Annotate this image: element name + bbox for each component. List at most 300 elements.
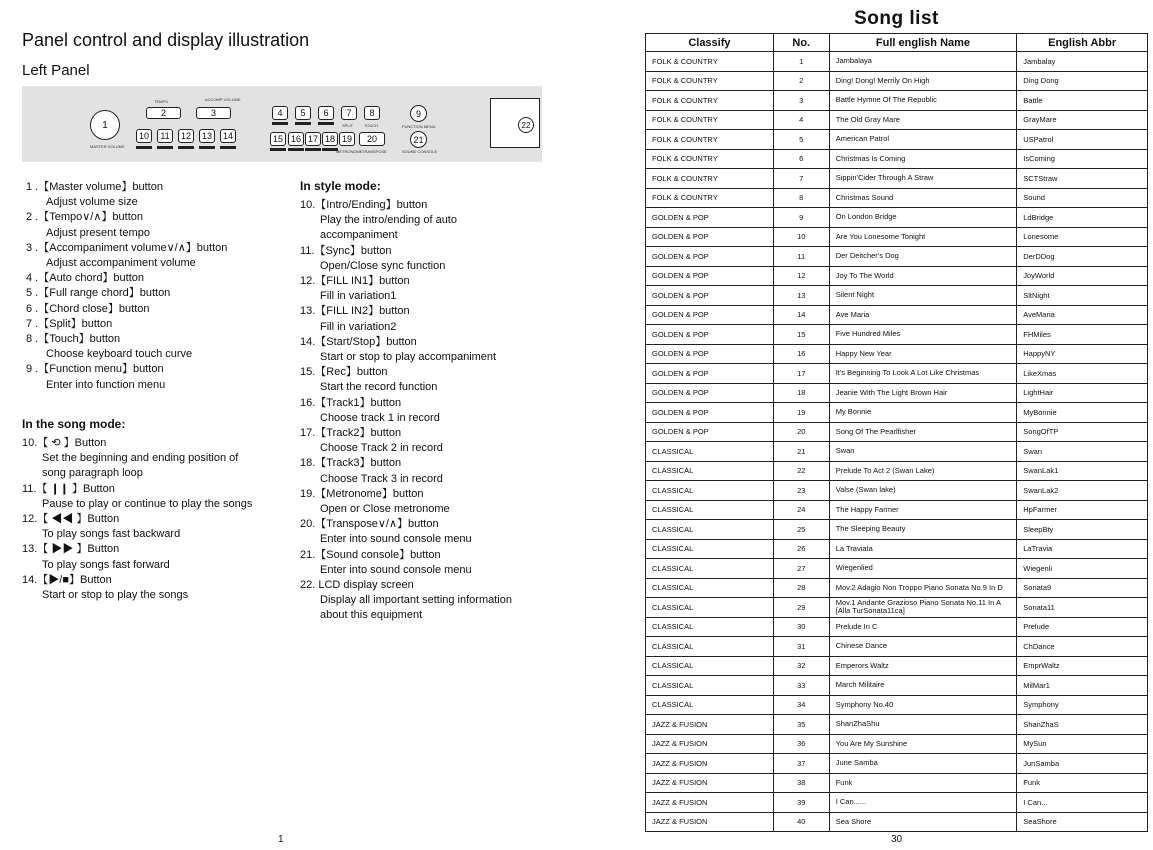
table-row bbox=[646, 481, 1148, 501]
number-cell: 19 bbox=[773, 403, 829, 423]
style-mode-item-desc: Start the record function bbox=[320, 381, 438, 394]
table-row bbox=[646, 637, 1148, 657]
classify-cell: JAZZ & FUSION bbox=[646, 793, 774, 813]
classify-cell: FOLK & COUNTRY bbox=[646, 188, 774, 208]
classify-cell: FOLK & COUNTRY bbox=[646, 149, 774, 169]
full-name-cell: Jeanie With The Light Brown Hair bbox=[829, 383, 1017, 403]
left-page bbox=[0, 0, 560, 850]
control-item-title: 2 .【Tempo∨/∧】button bbox=[26, 211, 143, 224]
number-cell: 9 bbox=[773, 208, 829, 228]
classify-cell: FOLK & COUNTRY bbox=[646, 130, 774, 150]
table-row bbox=[646, 305, 1148, 325]
abbr-cell: FHMiles bbox=[1017, 325, 1148, 345]
table-row bbox=[646, 403, 1148, 423]
abbr-cell: Symphony bbox=[1017, 695, 1148, 715]
classify-cell: JAZZ & FUSION bbox=[646, 715, 774, 735]
abbr-cell: Funk bbox=[1017, 773, 1148, 793]
table-row bbox=[646, 734, 1148, 754]
style-mode-item-desc: Fill in variation1 bbox=[320, 290, 397, 303]
control-item-title: 1 .【Master volume】button bbox=[26, 181, 163, 193]
full-name-cell: Symphony No.40 bbox=[829, 695, 1017, 715]
split-label: SPLIT bbox=[342, 123, 354, 128]
style-mode-item-title: 15.【Rec】button bbox=[300, 366, 388, 379]
number-cell: 14 bbox=[773, 305, 829, 325]
lcd-number: 22 bbox=[518, 117, 534, 133]
column-header: Full english Name bbox=[829, 34, 1017, 52]
table-row bbox=[646, 169, 1148, 189]
number-cell: 39 bbox=[773, 793, 829, 813]
number-cell: 34 bbox=[773, 695, 829, 715]
classify-cell: GOLDEN & POP bbox=[646, 208, 774, 228]
style-mode-item-desc: Choose Track 2 in record bbox=[320, 442, 443, 455]
abbr-cell: EmprWaltz bbox=[1017, 656, 1148, 676]
table-row bbox=[646, 71, 1148, 91]
classify-cell: GOLDEN & POP bbox=[646, 247, 774, 267]
number-cell: 21 bbox=[773, 442, 829, 462]
table-row bbox=[646, 286, 1148, 306]
full-name-cell: Sea Shore bbox=[829, 812, 1017, 832]
number-cell: 30 bbox=[773, 617, 829, 637]
table-row bbox=[646, 715, 1148, 735]
classify-cell: JAZZ & FUSION bbox=[646, 773, 774, 793]
button-14: 14 bbox=[220, 129, 236, 143]
button-13: 13 bbox=[199, 129, 215, 143]
classify-cell: CLASSICAL bbox=[646, 617, 774, 637]
classify-cell: GOLDEN & POP bbox=[646, 286, 774, 306]
abbr-cell: Sound bbox=[1017, 188, 1148, 208]
style-mode-heading: In style mode: bbox=[300, 179, 381, 193]
full-name-cell: Jambalaya bbox=[829, 52, 1017, 72]
classify-cell: GOLDEN & POP bbox=[646, 305, 774, 325]
accomp-volume-button: 3 bbox=[196, 107, 231, 119]
button-5: 5 bbox=[295, 106, 311, 120]
classify-cell: GOLDEN & POP bbox=[646, 422, 774, 442]
full-name-cell: My Bonnie bbox=[829, 403, 1017, 423]
column-header: No. bbox=[773, 34, 829, 52]
metronome-label: METRONOME bbox=[336, 149, 363, 154]
number-cell: 25 bbox=[773, 520, 829, 540]
table-row bbox=[646, 559, 1148, 579]
table-row bbox=[646, 676, 1148, 696]
abbr-cell: SongOfTP bbox=[1017, 422, 1148, 442]
style-mode-item-desc: Open or Close metronome bbox=[320, 503, 450, 516]
full-name-cell: Wiegenlied bbox=[829, 559, 1017, 579]
full-name-cell: Song Of The Pearlfisher bbox=[829, 422, 1017, 442]
control-item-title: 3 .【Accompaniment volume∨/∧】button bbox=[26, 241, 228, 254]
style-mode-item-title: 13.【FILL IN2】button bbox=[300, 305, 410, 318]
classify-cell: JAZZ & FUSION bbox=[646, 754, 774, 774]
page-subheading: Left Panel bbox=[22, 62, 90, 79]
full-name-cell: ShanZhaShu bbox=[829, 715, 1017, 735]
button-16: 16 bbox=[288, 132, 304, 146]
abbr-cell: Wiegenli bbox=[1017, 559, 1148, 579]
full-name-cell: Prelude To Act 2 (Swan Lake) bbox=[829, 461, 1017, 481]
number-cell: 10 bbox=[773, 227, 829, 247]
sound-console-knob: 21 bbox=[410, 131, 427, 148]
number-cell: 20 bbox=[773, 422, 829, 442]
classify-cell: CLASSICAL bbox=[646, 695, 774, 715]
full-name-cell: Valse (Swan lake) bbox=[829, 481, 1017, 501]
abbr-cell: Battle bbox=[1017, 91, 1148, 111]
classify-cell: GOLDEN & POP bbox=[646, 383, 774, 403]
table-row bbox=[646, 91, 1148, 111]
abbr-cell: SltNight bbox=[1017, 286, 1148, 306]
style-mode-item-title: 12.【FILL IN1】button bbox=[300, 275, 410, 288]
abbr-cell: SCTStraw bbox=[1017, 169, 1148, 189]
abbr-cell: USPatrol bbox=[1017, 130, 1148, 150]
style-mode-item-desc: Display all important setting information about this equipment bbox=[320, 594, 512, 622]
number-cell: 18 bbox=[773, 383, 829, 403]
song-mode-item-desc: To play songs fast backward bbox=[42, 528, 181, 541]
classify-cell: CLASSICAL bbox=[646, 578, 774, 598]
full-name-cell: Joy To The World bbox=[829, 266, 1017, 286]
button-6: 6 bbox=[318, 106, 334, 120]
table-row bbox=[646, 325, 1148, 345]
full-name-cell: Are You Lonesome Tonight bbox=[829, 227, 1017, 247]
master-volume-knob: 1 bbox=[90, 110, 120, 140]
classify-cell: CLASSICAL bbox=[646, 539, 774, 559]
number-cell: 1 bbox=[773, 52, 829, 72]
button-10: 10 bbox=[136, 129, 152, 143]
abbr-cell: MilMar1 bbox=[1017, 676, 1148, 696]
abbr-cell: Lonesome bbox=[1017, 227, 1148, 247]
song-list-title: Song list bbox=[854, 8, 939, 29]
style-mode-item-desc: Enter into sound console menu bbox=[320, 563, 472, 576]
control-item-desc: Adjust present tempo bbox=[46, 226, 150, 239]
number-cell: 29 bbox=[773, 598, 829, 618]
classify-cell: FOLK & COUNTRY bbox=[646, 91, 774, 111]
transpose-button: 20 bbox=[359, 132, 385, 146]
button-15: 15 bbox=[270, 132, 286, 146]
full-name-cell: Funk bbox=[829, 773, 1017, 793]
style-mode-item-title: 22. LCD display screen bbox=[300, 579, 414, 592]
style-mode-item-title: 16.【Track1】button bbox=[300, 396, 402, 409]
abbr-cell: LikeXmas bbox=[1017, 364, 1148, 384]
table-row bbox=[646, 598, 1148, 618]
control-item-title: 8 .【Touch】button bbox=[26, 333, 121, 346]
table-row bbox=[646, 364, 1148, 384]
classify-cell: FOLK & COUNTRY bbox=[646, 52, 774, 72]
control-item-desc: Adjust volume size bbox=[46, 196, 138, 209]
song-mode-heading: In the song mode: bbox=[22, 417, 126, 431]
classify-cell: GOLDEN & POP bbox=[646, 227, 774, 247]
page-number: 30 bbox=[891, 834, 903, 845]
number-cell: 8 bbox=[773, 188, 829, 208]
control-item-title: 4 .【Auto chord】button bbox=[26, 272, 145, 285]
full-name-cell: Mov.2 Adagio Non Troppo Piano Sonata No.9 In D bbox=[829, 578, 1017, 598]
classify-cell: CLASSICAL bbox=[646, 461, 774, 481]
number-cell: 28 bbox=[773, 578, 829, 598]
style-mode-item-title: 20.【Transpose∨/∧】button bbox=[300, 518, 439, 531]
song-mode-item-desc: To play songs fast forward bbox=[42, 558, 170, 571]
classify-cell: CLASSICAL bbox=[646, 676, 774, 696]
style-mode-item-desc: Play the intro/ending of auto accompaniment bbox=[320, 214, 457, 242]
abbr-cell: MySun bbox=[1017, 734, 1148, 754]
number-cell: 37 bbox=[773, 754, 829, 774]
full-name-cell: June Samba bbox=[829, 754, 1017, 774]
table-row bbox=[646, 247, 1148, 267]
table-row bbox=[646, 52, 1148, 72]
full-name-cell: Happy New Year bbox=[829, 344, 1017, 364]
full-name-cell: March Militaire bbox=[829, 676, 1017, 696]
style-mode-item-title: 11.【Sync】button bbox=[300, 244, 392, 257]
style-mode-item-desc: Fill in variation2 bbox=[320, 320, 397, 333]
controls-list bbox=[26, 180, 291, 393]
table-row bbox=[646, 500, 1148, 520]
abbr-cell: Sonata11 bbox=[1017, 598, 1148, 618]
full-name-cell: Battle Hymne Of The Republic bbox=[829, 91, 1017, 111]
table-row bbox=[646, 812, 1148, 832]
abbr-cell: HappyNY bbox=[1017, 344, 1148, 364]
button-11: 11 bbox=[157, 129, 173, 143]
button-4: 4 bbox=[272, 106, 288, 120]
style-mode-item-title: 17.【Track2】button bbox=[300, 427, 402, 440]
number-cell: 3 bbox=[773, 91, 829, 111]
classify-cell: JAZZ & FUSION bbox=[646, 812, 774, 832]
full-name-cell: I Can...... bbox=[829, 793, 1017, 813]
full-name-cell: On London Bridge bbox=[829, 208, 1017, 228]
number-cell: 33 bbox=[773, 676, 829, 696]
full-name-cell: Prelude In C bbox=[829, 617, 1017, 637]
abbr-cell: JunSamba bbox=[1017, 754, 1148, 774]
style-mode-item-title: 18.【Track3】button bbox=[300, 457, 402, 470]
full-name-cell: Swan bbox=[829, 442, 1017, 462]
style-mode-item-title: 10.【Intro/Ending】button bbox=[300, 199, 428, 211]
classify-cell: FOLK & COUNTRY bbox=[646, 169, 774, 189]
classify-cell: GOLDEN & POP bbox=[646, 403, 774, 423]
number-cell: 6 bbox=[773, 149, 829, 169]
table-row bbox=[646, 539, 1148, 559]
table-row bbox=[646, 656, 1148, 676]
abbr-cell: LaTravia bbox=[1017, 539, 1148, 559]
table-row bbox=[646, 754, 1148, 774]
abbr-cell: I Can... bbox=[1017, 793, 1148, 813]
classify-cell: GOLDEN & POP bbox=[646, 266, 774, 286]
button-17: 17 bbox=[305, 132, 321, 146]
classify-cell: CLASSICAL bbox=[646, 481, 774, 501]
button-19: 19 bbox=[339, 132, 355, 146]
page-number: 1 bbox=[278, 834, 284, 845]
control-item-desc: Adjust accompaniment volume bbox=[46, 257, 196, 270]
classify-cell: CLASSICAL bbox=[646, 559, 774, 579]
table-row bbox=[646, 773, 1148, 793]
classify-cell: GOLDEN & POP bbox=[646, 344, 774, 364]
table-row bbox=[646, 793, 1148, 813]
abbr-cell: AveMaria bbox=[1017, 305, 1148, 325]
table-row bbox=[646, 422, 1148, 442]
control-item-title: 7 .【Split】button bbox=[26, 317, 113, 330]
table-header-row bbox=[646, 34, 1148, 52]
classify-cell: CLASSICAL bbox=[646, 500, 774, 520]
left-panel-illustration bbox=[22, 86, 542, 162]
table-row bbox=[646, 695, 1148, 715]
number-cell: 17 bbox=[773, 364, 829, 384]
abbr-cell: Sonata9 bbox=[1017, 578, 1148, 598]
song-mode-item-title: 11.【 ❙❙ 】Button bbox=[22, 482, 115, 495]
full-name-cell: Christmas Sound bbox=[829, 188, 1017, 208]
number-cell: 12 bbox=[773, 266, 829, 286]
full-name-cell: Sippin'Cider Through A Straw bbox=[829, 169, 1017, 189]
style-mode-list bbox=[300, 178, 555, 624]
number-cell: 24 bbox=[773, 500, 829, 520]
abbr-cell: SleepBty bbox=[1017, 520, 1148, 540]
classify-cell: CLASSICAL bbox=[646, 656, 774, 676]
classify-cell: GOLDEN & POP bbox=[646, 325, 774, 345]
table-row bbox=[646, 130, 1148, 150]
style-mode-item-title: 14.【Start/Stop】button bbox=[300, 335, 417, 348]
control-item-title: 5 .【Full range chord】button bbox=[26, 287, 171, 300]
table-row bbox=[646, 442, 1148, 462]
song-mode-list bbox=[22, 416, 287, 603]
style-mode-item-title: 21.【Sound console】button bbox=[300, 548, 441, 561]
abbr-cell: Ding Dong bbox=[1017, 71, 1148, 91]
classify-cell: CLASSICAL bbox=[646, 442, 774, 462]
full-name-cell: La Traviata bbox=[829, 539, 1017, 559]
abbr-cell: HpFarmer bbox=[1017, 500, 1148, 520]
abbr-cell: SeaShore bbox=[1017, 812, 1148, 832]
lcd-screen bbox=[490, 98, 540, 148]
number-cell: 4 bbox=[773, 110, 829, 130]
song-mode-item-desc: Start or stop to play the songs bbox=[42, 589, 189, 602]
song-mode-item-title: 10.【 ⟲ 】Button bbox=[22, 437, 107, 449]
function-menu-label: FUNCTION MENU bbox=[402, 124, 436, 129]
full-name-cell: Chinese Dance bbox=[829, 637, 1017, 657]
full-name-cell: Silent Night bbox=[829, 286, 1017, 306]
table-row bbox=[646, 461, 1148, 481]
full-name-cell: Ave Maria bbox=[829, 305, 1017, 325]
abbr-cell: GrayMare bbox=[1017, 110, 1148, 130]
abbr-cell: SwanLak1 bbox=[1017, 461, 1148, 481]
table-row bbox=[646, 208, 1148, 228]
song-mode-item-desc: Pause to play or continue to play the songs bbox=[42, 497, 253, 510]
table-row bbox=[646, 520, 1148, 540]
number-cell: 5 bbox=[773, 130, 829, 150]
number-cell: 31 bbox=[773, 637, 829, 657]
abbr-cell: JoyWorld bbox=[1017, 266, 1148, 286]
number-cell: 27 bbox=[773, 559, 829, 579]
classify-cell: CLASSICAL bbox=[646, 520, 774, 540]
abbr-cell: ChDance bbox=[1017, 637, 1148, 657]
table-row bbox=[646, 617, 1148, 637]
control-item-desc: Choose keyboard touch curve bbox=[46, 348, 193, 361]
full-name-cell: Ding! Dong! Merrily On High bbox=[829, 71, 1017, 91]
master-volume-label: MASTER VOLUME bbox=[90, 144, 125, 149]
column-header: English Abbr bbox=[1017, 34, 1148, 52]
abbr-cell: DerDDog bbox=[1017, 247, 1148, 267]
control-item-desc: Enter into function menu bbox=[46, 378, 166, 391]
tempo-label: TEMPO bbox=[154, 99, 169, 104]
accomp-volume-label: ACCOMP VOLUME bbox=[205, 97, 241, 102]
classify-cell: GOLDEN & POP bbox=[646, 364, 774, 384]
number-cell: 35 bbox=[773, 715, 829, 735]
abbr-cell: ShanZhaS bbox=[1017, 715, 1148, 735]
number-cell: 11 bbox=[773, 247, 829, 267]
right-page bbox=[640, 0, 1153, 850]
classify-cell: CLASSICAL bbox=[646, 598, 774, 618]
table-row bbox=[646, 383, 1148, 403]
full-name-cell: The Happy Farmer bbox=[829, 500, 1017, 520]
table-row bbox=[646, 149, 1148, 169]
full-name-cell: Five Hundred Miles bbox=[829, 325, 1017, 345]
page-heading: Panel control and display illustration bbox=[22, 30, 310, 50]
classify-cell: CLASSICAL bbox=[646, 637, 774, 657]
function-menu-knob: 9 bbox=[410, 105, 427, 122]
number-cell: 22 bbox=[773, 461, 829, 481]
table-row bbox=[646, 227, 1148, 247]
number-cell: 32 bbox=[773, 656, 829, 676]
style-mode-item-desc: Enter into sound console menu bbox=[320, 533, 472, 546]
touch-label: TOUCH bbox=[364, 123, 379, 128]
tempo-button: 2 bbox=[146, 107, 181, 119]
number-cell: 13 bbox=[773, 286, 829, 306]
abbr-cell: LightHair bbox=[1017, 383, 1148, 403]
full-name-cell: American Patrol bbox=[829, 130, 1017, 150]
abbr-cell: Jambalay bbox=[1017, 52, 1148, 72]
table-row bbox=[646, 344, 1148, 364]
table-row bbox=[646, 110, 1148, 130]
full-name-cell: Der Deitcher's Dog bbox=[829, 247, 1017, 267]
button-12: 12 bbox=[178, 129, 194, 143]
abbr-cell: Swan bbox=[1017, 442, 1148, 462]
full-name-cell: The Old Gray Mare bbox=[829, 110, 1017, 130]
table-row bbox=[646, 188, 1148, 208]
song-table bbox=[645, 33, 1148, 832]
full-name-cell: The Sleeping Beauty bbox=[829, 520, 1017, 540]
abbr-cell: SwanLak2 bbox=[1017, 481, 1148, 501]
button-18: 18 bbox=[322, 132, 338, 146]
style-mode-item-desc: Open/Close sync function bbox=[320, 259, 446, 272]
full-name-cell: Christmas Is Coming bbox=[829, 149, 1017, 169]
number-cell: 26 bbox=[773, 539, 829, 559]
number-cell: 40 bbox=[773, 812, 829, 832]
song-mode-item-title: 12.【 ◀◀ 】Button bbox=[22, 513, 120, 526]
column-header: Classify bbox=[646, 34, 774, 52]
full-name-cell: Emperors Waltz bbox=[829, 656, 1017, 676]
song-mode-item-title: 14.【▶/■】Button bbox=[22, 573, 112, 586]
number-cell: 23 bbox=[773, 481, 829, 501]
number-cell: 7 bbox=[773, 169, 829, 189]
sound-console-label: SOUND CONSOLE bbox=[402, 149, 438, 154]
button-8: 8 bbox=[364, 106, 380, 120]
style-mode-item-desc: Choose Track 3 in record bbox=[320, 472, 443, 485]
abbr-cell: MyBonnie bbox=[1017, 403, 1148, 423]
control-item-title: 6 .【Chord close】button bbox=[26, 302, 150, 315]
style-mode-item-title: 19.【Metronome】button bbox=[300, 487, 424, 500]
number-cell: 16 bbox=[773, 344, 829, 364]
classify-cell: FOLK & COUNTRY bbox=[646, 71, 774, 91]
abbr-cell: IsComing bbox=[1017, 149, 1148, 169]
transpose-label: TRANSPOSE bbox=[362, 149, 387, 154]
control-item-title: 9 .【Function menu】button bbox=[26, 363, 164, 376]
number-cell: 38 bbox=[773, 773, 829, 793]
full-name-cell: Mov.1 Andante Grazioso Piano Sonata No.11 In A [Alla TurSonata11ca] bbox=[829, 598, 1017, 618]
number-cell: 15 bbox=[773, 325, 829, 345]
song-mode-item-desc: Set the beginning and ending position of song paragraph loop bbox=[42, 452, 239, 480]
style-mode-item-desc: Start or stop to play accompaniment bbox=[320, 351, 497, 364]
button-7: 7 bbox=[341, 106, 357, 120]
song-mode-item-title: 13.【 ▶▶ 】Button bbox=[22, 543, 120, 556]
abbr-cell: LdBridge bbox=[1017, 208, 1148, 228]
classify-cell: FOLK & COUNTRY bbox=[646, 110, 774, 130]
table-row bbox=[646, 578, 1148, 598]
table-row bbox=[646, 266, 1148, 286]
full-name-cell: You Are My Sunshine bbox=[829, 734, 1017, 754]
number-cell: 36 bbox=[773, 734, 829, 754]
style-mode-item-desc: Choose track 1 in record bbox=[320, 411, 440, 424]
abbr-cell: Prelude bbox=[1017, 617, 1148, 637]
classify-cell: JAZZ & FUSION bbox=[646, 734, 774, 754]
number-cell: 2 bbox=[773, 71, 829, 91]
